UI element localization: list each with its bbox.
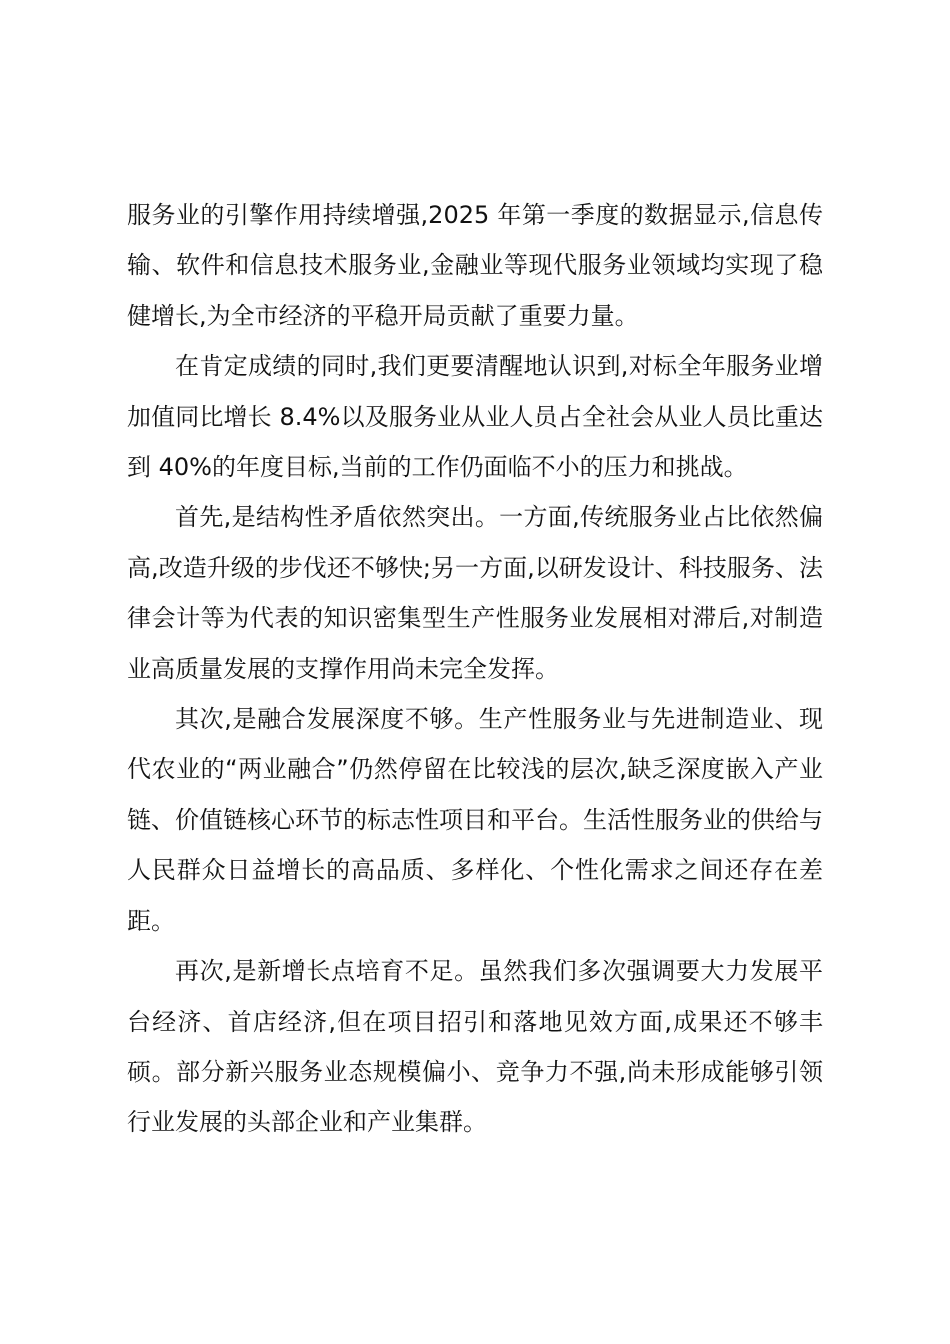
paragraph-structural-issues: 首先,是结构性矛盾依然突出。一方面,传统服务业占比依然偏高,改造升级的步伐还不够快;另一方面,以研发设计、科技服务、法律会计等为代表的知识密集型生产性服务业发展相对滞后,对制造业高质量发展的支撑作用尚未完全发挥。 (127, 503, 823, 683)
document-body (127, 190, 823, 1148)
paragraph-achievements-pressure: 在肯定成绩的同时,我们更要清醒地认识到,对标全年服务业增加值同比增长 8.4%以及服务业从业人员占全社会从业人员比重达到 40%的年度目标,当前的工作仍面临不小的压力和挑战。 (127, 352, 823, 482)
paragraph-integration-issues: 其次,是融合发展深度不够。生产性服务业与先进制造业、现代农业的“两业融合”仍然停留在比较浅的层次,缺乏深度嵌入产业链、价值链核心环节的标志性项目和平台。生活性服务业的供给与人民群众日益增长的高品质、多样化、个性化需求之间还存在差距。 (127, 705, 823, 935)
paragraph-growth-points: 再次,是新增长点培育不足。虽然我们多次强调要大力发展平台经济、首店经济,但在项目招引和落地见效方面,成果还不够丰硕。部分新兴服务业态规模偏小、竞争力不强,尚未形成能够引领行业发展的头部企业和产业集群。 (127, 957, 823, 1137)
paragraph-continuation: 服务业的引擎作用持续增强,2025 年第一季度的数据显示,信息传输、软件和信息技术服务业,金融业等现代服务业领域均实现了稳健增长,为全市经济的平稳开局贡献了重要力量。 (127, 201, 823, 330)
